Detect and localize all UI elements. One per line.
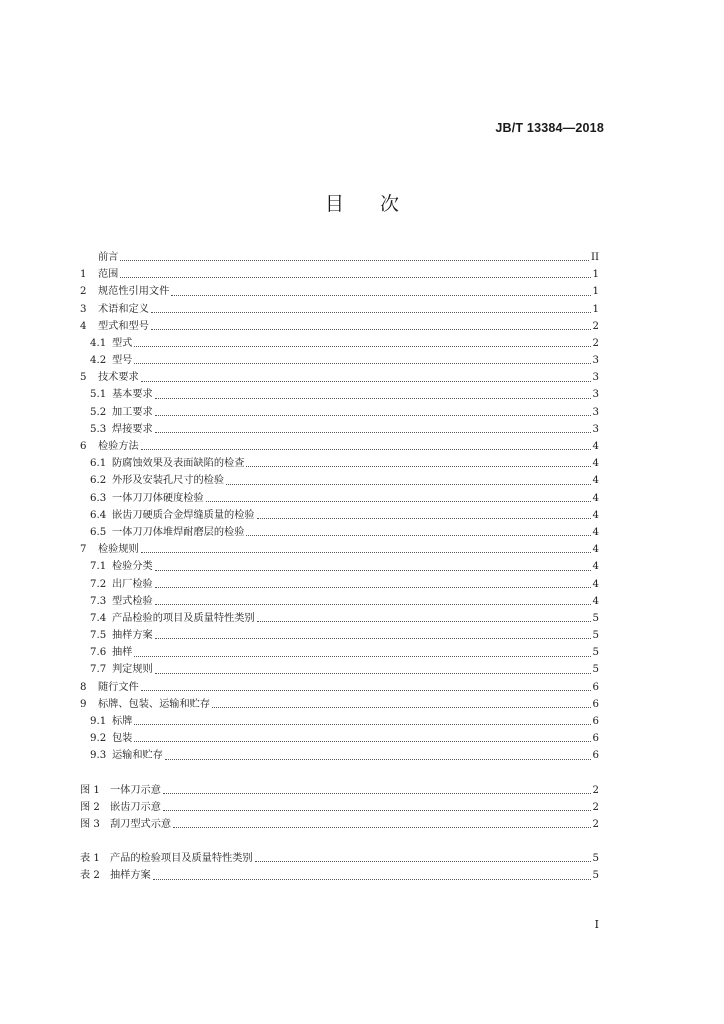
dot-leader [151, 329, 591, 330]
toc-entry[interactable] [80, 387, 599, 404]
dot-leader [141, 690, 591, 691]
toc-entry[interactable] [80, 507, 599, 524]
entry-title: 抽样方案 [110, 870, 151, 882]
entry-title: 随行文件 [98, 681, 139, 693]
dot-leader [134, 363, 590, 364]
entry-title: 抽样 [112, 647, 133, 659]
entry-page: 6 [592, 750, 599, 762]
dot-leader [171, 295, 590, 296]
entry-page: 1 [592, 286, 599, 298]
entry-number: 4 [80, 320, 87, 332]
entry-number: 1 [80, 269, 87, 281]
entry-number: 6.4 [90, 509, 107, 521]
entry-title: 术语和定义 [98, 303, 149, 315]
entry-title: 标牌 [112, 716, 133, 728]
dot-leader [255, 861, 591, 862]
entry-page: 2 [592, 801, 599, 813]
entry-page: 4 [592, 458, 599, 470]
standard-code: JB/T 13384—2018 [495, 121, 604, 135]
dot-leader [155, 673, 591, 674]
entry-page: 2 [592, 818, 599, 830]
entry-title: 抽样方案 [112, 630, 153, 642]
entry-number: 9.2 [90, 733, 107, 745]
dot-leader [226, 484, 590, 485]
entry-number: 7.7 [90, 664, 107, 676]
entry-page: 4 [592, 492, 599, 504]
entry-number: 7.3 [90, 595, 107, 607]
entry-page: 5 [592, 647, 599, 659]
figure-entry[interactable] [80, 782, 599, 799]
entry-page: 2 [592, 320, 599, 332]
entry-page: 5 [592, 853, 599, 865]
toc-entry[interactable] [80, 472, 599, 489]
entry-number: 5.1 [90, 389, 107, 401]
dot-leader [155, 638, 591, 639]
entry-page: 1 [592, 303, 599, 315]
toc-entry[interactable] [80, 438, 599, 455]
entry-number: 7.1 [90, 561, 107, 573]
entry-number: 9 [80, 698, 87, 710]
table-entry[interactable] [80, 867, 599, 884]
toc-entry[interactable] [80, 249, 599, 266]
entry-page: 2 [592, 337, 599, 349]
entry-number: 9.3 [90, 750, 107, 762]
toc-entry[interactable] [80, 747, 599, 764]
entry-title: 产品的检验项目及质量特性类别 [110, 853, 253, 865]
dot-leader [134, 724, 590, 725]
toc-entry[interactable] [80, 455, 599, 472]
entry-number: 2 [80, 286, 87, 298]
entry-title: 产品检验的项目及质量特性类别 [112, 612, 255, 624]
entry-title: 出厂检验 [112, 578, 153, 590]
toc-entry[interactable] [80, 283, 599, 300]
title-char-1: 目 [324, 193, 344, 215]
entry-number: 6.2 [90, 475, 107, 487]
dot-leader [163, 793, 591, 794]
entry-title: 焊接要求 [112, 423, 153, 435]
toc-entry[interactable] [80, 369, 599, 386]
entry-number: 6 [80, 441, 87, 453]
entry-title: 刮刀型式示意 [110, 818, 172, 830]
toc-entry[interactable] [80, 541, 599, 558]
entry-number: 5.3 [90, 423, 107, 435]
section-gap [80, 765, 599, 782]
toc-entry[interactable] [80, 490, 599, 507]
entry-number: 9.1 [90, 716, 107, 728]
entry-title: 前言 [98, 251, 119, 263]
entry-number: 3 [80, 303, 87, 315]
toc-entry[interactable] [80, 404, 599, 421]
entry-page: 4 [592, 544, 599, 556]
entry-number: 5 [80, 372, 87, 384]
entry-page: 3 [592, 406, 599, 418]
title-char-2: 次 [380, 193, 400, 215]
entry-number: 6.5 [90, 526, 107, 538]
dot-leader [141, 552, 591, 553]
toc-entry[interactable] [80, 266, 599, 283]
entry-page: 3 [592, 423, 599, 435]
entry-title: 技术要求 [98, 372, 139, 384]
entry-title: 检验规则 [98, 544, 139, 556]
dot-leader [155, 587, 591, 588]
entry-title: 检验方法 [98, 441, 139, 453]
entry-number: 6.3 [90, 492, 107, 504]
entry-number: 图 3 [80, 818, 100, 830]
entry-number: 4.2 [90, 355, 107, 367]
entry-page: 4 [592, 526, 599, 538]
entry-page: 6 [592, 716, 599, 728]
dot-leader [257, 518, 591, 519]
toc-entry[interactable] [80, 730, 599, 747]
dot-leader [155, 415, 591, 416]
entry-number: 5.2 [90, 406, 107, 418]
entry-page: 4 [592, 595, 599, 607]
entry-title: 防腐蚀效果及表面缺陷的检查 [112, 458, 245, 470]
toc-entry[interactable] [80, 352, 599, 369]
dot-leader [120, 260, 589, 261]
figure-entry[interactable] [80, 799, 599, 816]
dot-leader [134, 741, 590, 742]
dot-leader [163, 810, 591, 811]
entry-page: 4 [592, 475, 599, 487]
toc-entry[interactable] [80, 558, 599, 575]
entry-number: 7 [80, 544, 87, 556]
toc-entry[interactable] [80, 627, 599, 644]
entry-title: 检验分类 [112, 561, 153, 573]
entry-title: 一体刀刀体堆焊耐磨层的检验 [112, 526, 245, 538]
entry-number: 8 [80, 681, 87, 693]
entry-page: 3 [592, 389, 599, 401]
figure-entry[interactable] [80, 816, 599, 833]
entry-page: 4 [592, 441, 599, 453]
entry-page: 6 [592, 681, 599, 693]
entry-number: 7.4 [90, 612, 107, 624]
entry-title: 标牌、包装、运输和贮存 [98, 698, 211, 710]
section-gap [80, 833, 599, 850]
dot-leader [257, 621, 591, 622]
dot-leader [155, 570, 591, 571]
entry-number: 表 1 [80, 853, 100, 865]
entry-page: 5 [592, 664, 599, 676]
entry-title: 加工要求 [112, 406, 153, 418]
dot-leader [134, 656, 590, 657]
entry-number: 表 2 [80, 870, 100, 882]
entry-title: 基本要求 [112, 389, 153, 401]
entry-number: 图 2 [80, 801, 100, 813]
dot-leader [120, 277, 590, 278]
entry-page: 6 [592, 733, 599, 745]
entry-page: II [590, 251, 599, 263]
entry-number: 4.1 [90, 337, 107, 349]
toc-entry[interactable] [80, 593, 599, 610]
entry-page: 5 [592, 612, 599, 624]
entry-number: 图 1 [80, 784, 100, 796]
entry-page: 3 [592, 355, 599, 367]
entry-title: 一体刀示意 [110, 784, 161, 796]
entry-page: 2 [592, 784, 599, 796]
entry-title: 型式和型号 [98, 320, 149, 332]
entry-page: 3 [592, 372, 599, 384]
dot-leader [206, 501, 591, 502]
toc-entry[interactable] [80, 696, 599, 713]
toc-entry[interactable] [80, 318, 599, 335]
toc-entry[interactable] [80, 662, 599, 679]
entry-title: 型式 [112, 337, 133, 349]
toc-entry[interactable] [80, 679, 599, 696]
entry-number: 7.6 [90, 647, 107, 659]
entry-title: 一体刀刀体硬度检验 [112, 492, 204, 504]
dot-leader [246, 466, 590, 467]
table-entry[interactable] [80, 850, 599, 867]
dot-leader [141, 381, 591, 382]
entry-title: 嵌齿刀硬质合金焊缝质量的检验 [112, 509, 255, 521]
dot-leader [141, 449, 591, 450]
entry-title: 规范性引用文件 [98, 286, 170, 298]
table-of-contents [80, 249, 599, 885]
entry-title: 外形及安装孔尺寸的检验 [112, 475, 225, 487]
dot-leader [155, 432, 591, 433]
dot-leader [134, 346, 590, 347]
toc-entry[interactable] [80, 421, 599, 438]
entry-title: 嵌齿刀示意 [110, 801, 161, 813]
entry-number: 7.5 [90, 630, 107, 642]
toc-entry[interactable] [80, 644, 599, 661]
dot-leader [165, 759, 591, 760]
dot-leader [155, 604, 591, 605]
entry-title: 范围 [98, 269, 119, 281]
toc-entry[interactable] [80, 524, 599, 541]
dot-leader [155, 398, 591, 399]
entry-title: 型号 [112, 355, 133, 367]
entry-page: 4 [592, 509, 599, 521]
dot-leader [173, 827, 590, 828]
toc-entry[interactable] [80, 610, 599, 627]
entry-page: 5 [592, 630, 599, 642]
entry-page: 4 [592, 578, 599, 590]
entry-page: 1 [592, 269, 599, 281]
entry-page: 6 [592, 698, 599, 710]
toc-entry[interactable] [80, 576, 599, 593]
entry-title: 包装 [112, 733, 133, 745]
dot-leader [153, 879, 591, 880]
entry-number: 6.1 [90, 458, 107, 470]
entry-title: 判定规则 [112, 664, 153, 676]
entry-number: 7.2 [90, 578, 107, 590]
toc-entry[interactable] [80, 335, 599, 352]
entry-title: 型式检验 [112, 595, 153, 607]
page-number: I [594, 918, 599, 931]
toc-entry[interactable] [80, 713, 599, 730]
dot-leader [246, 535, 590, 536]
page-title [0, 189, 724, 216]
dot-leader [212, 707, 590, 708]
dot-leader [151, 312, 591, 313]
entry-title: 运输和贮存 [112, 750, 163, 762]
entry-page: 5 [592, 870, 599, 882]
toc-entry[interactable] [80, 301, 599, 318]
entry-page: 4 [592, 561, 599, 573]
